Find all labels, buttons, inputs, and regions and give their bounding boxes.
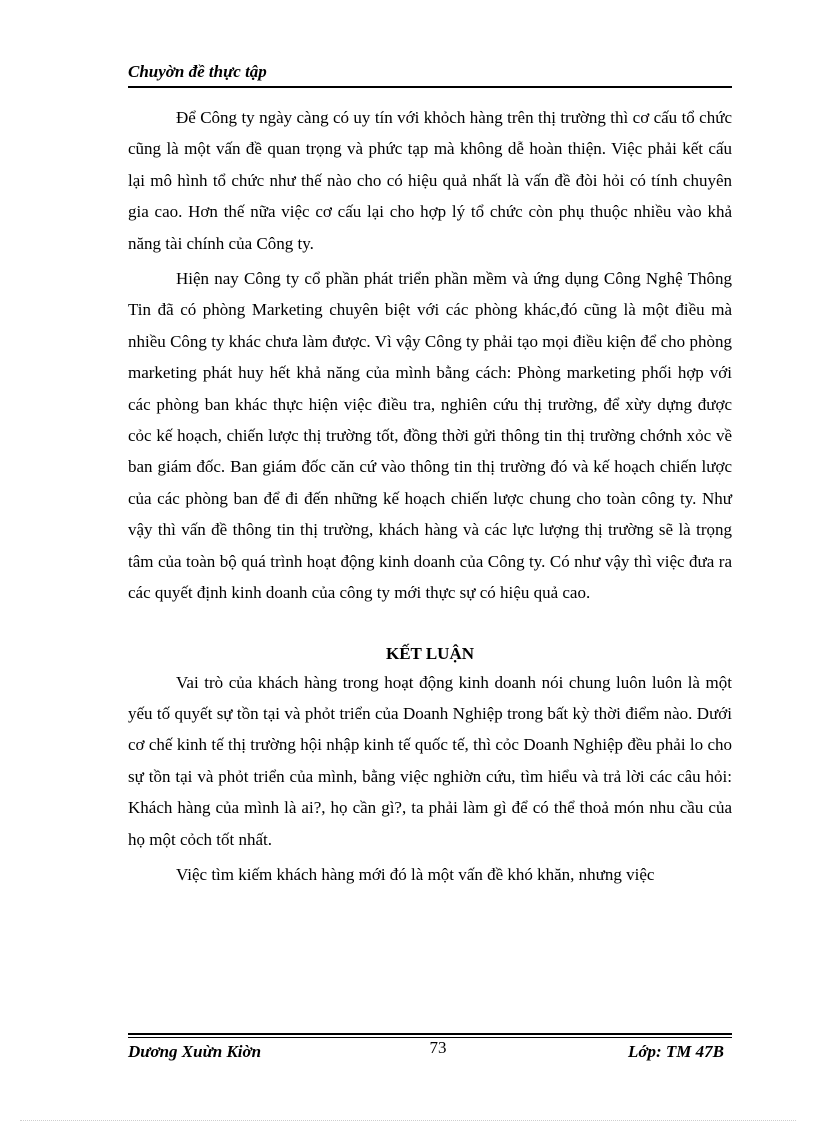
footer-author: Dương Xuừn Kiờn: [128, 1042, 262, 1061]
body-paragraph-1: Để Công ty ngày càng có uy tín với khỏch hàng trên thị trường thì cơ cấu tổ chức cũng là một vấn đề quan trọng và phức tạp mà không dễ hoàn thiện. Việc phải kết cấu lại mô hình tổ chức như thế nào cho có hiệu quả nhất là vấn đề đòi hỏi có tính chuyên gia cao. Hơn thế nữa việc cơ cấu lại cho hợp lý tổ chức còn phụ thuộc nhiều vào khả năng tài chính của Công ty.: [128, 108, 732, 253]
conclusion-paragraph-1: Vai trò của khách hàng trong hoạt động kinh doanh nói chung luôn luôn là một yếu tố quyết sự tồn tại và phỏt triển của Doanh Nghiệp trong bất kỳ thời điểm nào. Dưới cơ chế kinh tế thị trường hội nhập kinh tế quốc tế, thì cỏc Doanh Nghiệp đều phải lo cho sự tồn tại và phỏt triển của mình, bằng việc nghiờn cứu, tìm hiểu và trả lời các câu hỏi: Khách hàng của mình là ai?, họ cần gì?, ta phải làm gì để có thể thoả món nhu cầu của họ một cỏch tốt nhất.: [128, 672, 732, 849]
page-number: 73: [429, 1038, 447, 1057]
header-title: Chuyờn đề thực tập: [128, 62, 267, 81]
footer-divider: [128, 1033, 732, 1035]
conclusion-heading: KẾT LUẬN: [385, 643, 474, 663]
footer-class-label: Lớp: TM 47B: [627, 1042, 724, 1061]
page-header: [128, 60, 732, 88]
document-body: [128, 102, 732, 890]
conclusion-paragraph-2: Việc tìm kiếm khách hàng mới đó là một vấn đề khó khăn, nhưng việc: [176, 864, 655, 884]
page-edge-divider: [20, 1120, 796, 1121]
body-paragraph-2: Hiện nay Công ty cổ phần phát triển phần mềm và ứng dụng Công Nghệ Thông Tin đã có phòng Marketing chuyên biệt với các phòng khác,đó cũng là một điều mà nhiều Công ty khác chưa làm được. Vì vậy Công ty phải tạo mọi điều kiện để cho phòng marketing phát huy hết khả năng của mình bằng cách: Phòng marketing phối hợp với các phòng ban khác thực hiện việc điều tra, nghiên cứu thị trường, để xừy dựng được cỏc kế hoạch, chiến lược thị trường tốt, đồng thời gửi thông tin thị trường chớnh xỏc về ban giám đốc. Ban giám đốc căn cứ vào thông tin thị trường đó và kế hoạch chiến lược của các phòng ban để đi đến những kế hoạch chiến lược chung cho toàn công ty. Như vậy thì vấn đề thông tin thị trường, khách hàng và các lực lượng thị trường sẽ là trọng tâm của toàn bộ quá trình hoạt động kinh doanh của Công ty. Có như vậy thì việc đưa ra các quyết định kinh doanh của công ty mới thực sự có hiệu quả cao.: [128, 269, 732, 603]
